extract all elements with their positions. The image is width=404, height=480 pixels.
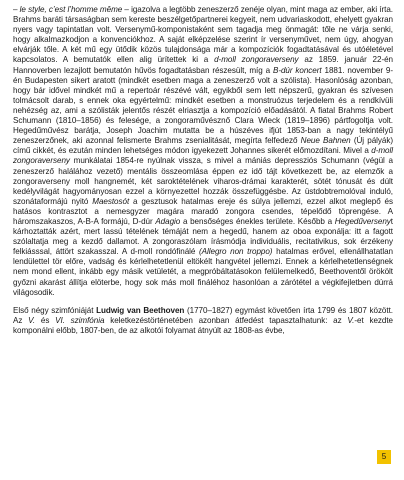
text-run: V. [28, 315, 36, 325]
text-run: Az üstdobtremolóval induló, szonátaformájú nyitó [13, 186, 393, 206]
text-run: 1881. november 9-én Budapesten sikert aratott (mindkét esetben maga a zeneszerző volt a szólista). Hasonlóság azonban, hogy bár idővel mindkét mű a repertoár részévé vált, egyikből sem lett népszerű, gyakran és szívesen tolmácsolt darab, s ennek oka egyértelmű: mindkét esetben a monstruózus terjedelem és a rendkívüli nehézség az, ami a szólisták jelentős részét elriasztja a kompozíció előadásától. [13, 65, 393, 115]
document-page [13, 5, 393, 336]
text-run: d-moll zongoraverseny [13, 146, 393, 166]
text-run: Neue Bahnen [300, 136, 351, 146]
text-run: le style, c’est l’homme même [19, 5, 123, 14]
text-run: d-moll zongoraverseny [214, 55, 299, 65]
text-run: Maestosót [92, 196, 130, 206]
text-run: (Új pályák) című cikkét, és ezután minden lehetséges módon igyekezett Johannes sikerét előmozdítani. Mivel a [13, 136, 393, 156]
text-run: (Allegro non troppo) [199, 247, 273, 257]
text-run: hatalmas erővel, ellenállhatatlan lendülettel tör előre, vadság és kérlelhetetlenül eltökélt hangvétel jellemzi. Ennek a kérlelhetetlenségnek nem mond ellent, inkább egy másik vetületét, a megpróbáltatásokon felülemelkedő, Beethoventől örökölt győzni akarást állítja elöterbe, hogy sok más moll fináléhoz hasonlóan a zárótétel a végkifejletben dúrrá világosodik. [13, 247, 394, 297]
text-run: keletkezéstörténetében azonban átfedést tapasztalhatunk: az [104, 315, 348, 325]
text-run: (1770–1827) egymást követően írta 1799 és 1807 között. Az [13, 305, 393, 325]
text-run: munkálatai 1854-re nyúlnak vissza, s mivel a mániás depressziós Schumann (végül a zeneszerző halálához vezető) mentális összeomlása éppen ez idő tájt következett be, az elemzők a zongoraverseny moll hangnemét, két saroktételének viharos-drámai karakterét, sötét tónusát és dúlt kedélyvilágát hagyományosan ezzel a környezettel hozzák összefüggésbe. [13, 156, 393, 196]
text-run: B-dúr koncert [272, 65, 322, 75]
text-run: és [35, 315, 56, 325]
text-run: Ludwig van Beethoven [96, 305, 185, 315]
text-run: a bensőséges énekles területe. Később a [180, 216, 335, 226]
text-run: VI. szimfónia [55, 315, 105, 325]
text-run: Adagio [155, 216, 181, 226]
text-run: Első négy szimfóniáját [13, 305, 97, 315]
body-paragraph-brahms [13, 5, 393, 298]
text-run: – igazolva a legtöbb zeneszerző zenéje olyan, mint maga az ember, aki írta. Brahms baráti társaságban sem kereste beszélgetőpartnerei kegyeit, nem udvariaskodott, ehelyett gyakran nyers vagy tapintatlan volt. Versenymű-komponistaként sem tagadja meg önmagát: tőle ne várja senki, hogy alkalmazkodjon a konvenciókhoz. A saját elképzelése szerint ír versenyművet, nem úgy, ahogyan elvárják tőle. [13, 5, 393, 55]
body-paragraph-beethoven [13, 306, 393, 336]
page-number-badge: 5 [377, 450, 391, 464]
text-run: -et kezdte komponálni előbb, 1807-ben, de az alkotói folyamat átnyúlt az 1808-as évbe, [13, 315, 394, 335]
text-run: t kárhoztatták azért, mert lassú tételének témáját nem a hegedű, hanem az oboa exponálja: itt a fagott szólaltatja meg a kezdő dallamot. A zongoraszólam írásmódja individuális, recitativikus, sok érzékeny felkiásssal, áttört szakasszal. A d-moll rondófinálé [13, 216, 393, 257]
text-run: A két mű egy ütődik közös tulajdonsága már a kompozíciók fogadtatásával és utóéletével kapcsolatos. A bemutatók ellen alig ürítettek ki a [13, 45, 393, 65]
text-run: az 1859. január 22-én Hannoverben lezajlott bemutatón hűvös fogadtatásban részesült, míg a [13, 55, 393, 75]
text-run: V. [347, 315, 355, 325]
text-run: – [13, 5, 20, 14]
text-run: A fiatal Brahms Robert Schumann (1810–1856) és felesége, a zongoraművésznő Clara Wieck (1819–1896) pártfogoltja volt. Hegedűművész barátja, Joseph Joachim mutatta be a húszéves ifjút 1853-ban a nagy tekintélyű zeneszerzőnek, aki azonnal felismerte Brahms zsenialitását, megírta felfedező [13, 105, 393, 146]
text-run: a gesztusok hatalmas ereje és súlya jellemzi, ezzel alkot meglepő és hatásos kontrasztot a nemesgyzer magára maradó zongora csendes, tépelődő töprengése. A háromszakaszos, A-B-A formájú, D-dúr [13, 196, 393, 226]
text-run: Hegedűverseny [334, 216, 391, 226]
